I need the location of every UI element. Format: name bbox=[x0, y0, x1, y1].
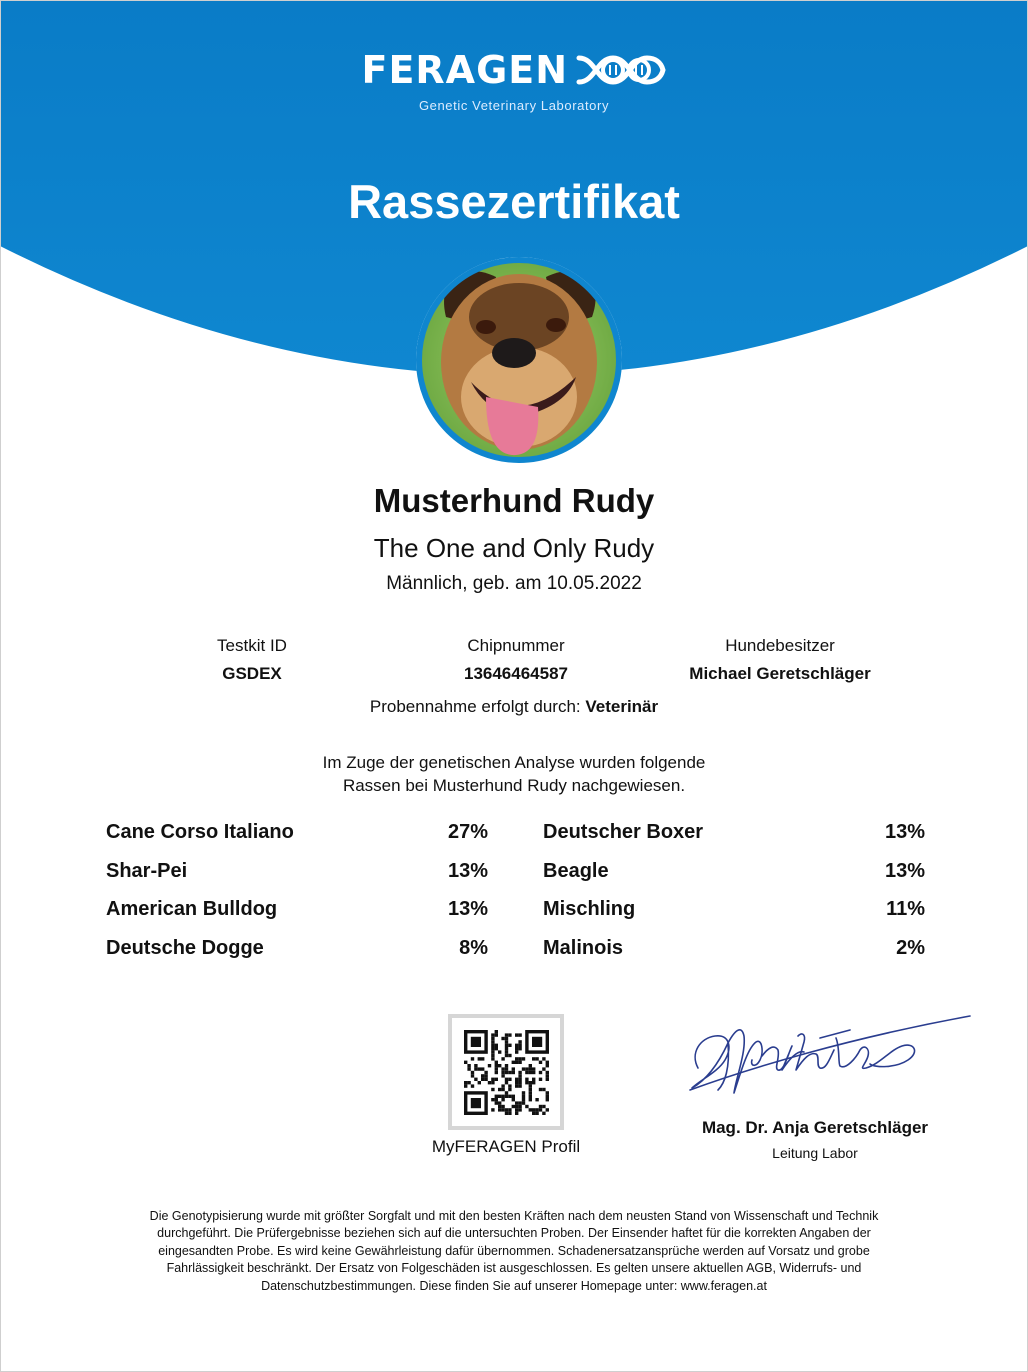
dna-helix-icon bbox=[575, 50, 667, 90]
breed-name: Shar-Pei bbox=[106, 860, 188, 882]
testkit-block bbox=[132, 636, 372, 684]
breed-name: Mischling bbox=[543, 898, 636, 920]
breed-percentage: 13% bbox=[884, 860, 925, 882]
breed-row bbox=[106, 898, 488, 928]
disclaimer-line: durchgeführt. Die Prüfergebnisse beziehen sich auf die untersuchten Proben. Der Einsender haftet für die korrekten Angaben der bbox=[157, 1226, 871, 1241]
breed-percentage: 13% bbox=[447, 860, 488, 882]
chip-block bbox=[396, 636, 636, 684]
breed-row bbox=[543, 937, 925, 967]
breed-name: Deutscher Boxer bbox=[543, 821, 704, 843]
disclaimer bbox=[88, 1208, 940, 1295]
qr-code-icon bbox=[452, 1018, 560, 1126]
qr-code[interactable] bbox=[448, 1014, 564, 1130]
dog-alias: The One and Only Rudy bbox=[373, 533, 655, 563]
brand-name: FERAGEN bbox=[361, 48, 569, 92]
breed-row bbox=[106, 821, 488, 851]
breed-row bbox=[543, 898, 925, 928]
signature-icon bbox=[670, 1008, 980, 1108]
breed-name: Cane Corso Italiano bbox=[106, 821, 294, 843]
disclaimer-line: eingesandten Probe. Es wird keine Gewährleistung dafür übernommen. Schadenersatzansprüche werden auf Vorsatz und grobe bbox=[158, 1243, 870, 1258]
disclaimer-line: Die Genotypisierung wurde mit größter Sorgfalt und mit den besten Kräften nach dem neusten Stand von Wissenschaft und Technik bbox=[149, 1209, 879, 1223]
owner-label: Hundebesitzer bbox=[725, 636, 835, 655]
disclaimer-line: Datenschutzbestimmungen. Diese finden Sie auf unserer Homepage unter: www.feragen.at bbox=[261, 1278, 767, 1293]
breed-percentage: 11% bbox=[886, 898, 925, 920]
breed-name: Beagle bbox=[543, 860, 609, 882]
intro-line-2: Rassen bei Musterhund Rudy nachgewiesen. bbox=[342, 776, 686, 795]
owner-value: Michael Geretschläger bbox=[689, 664, 871, 683]
breed-percentage: 8% bbox=[459, 937, 488, 959]
owner-block bbox=[660, 636, 900, 684]
signer-name: Mag. Dr. Anja Geretschläger bbox=[701, 1118, 929, 1137]
signer-role: Leitung Labor bbox=[772, 1145, 858, 1161]
chip-label: Chipnummer bbox=[467, 636, 565, 655]
breed-percentage: 2% bbox=[896, 937, 925, 959]
certificate-title: Rassezertifikat bbox=[348, 175, 680, 228]
disclaimer-line: Fahrlässigkeit beschränkt. Der Ersatz von Folgeschäden ist ausgeschlossen. Es gelten unsere aktuellen AGB, Widerrufs- und bbox=[166, 1261, 862, 1276]
breed-name: Deutsche Dogge bbox=[106, 937, 264, 959]
sample-prefix: Probennahme erfolgt durch: bbox=[369, 697, 581, 716]
sample-value: Veterinär bbox=[585, 697, 659, 716]
dog-name: Musterhund Rudy bbox=[373, 482, 655, 519]
breed-name: Malinois bbox=[543, 937, 624, 959]
breed-row bbox=[106, 860, 488, 890]
intro-text bbox=[0, 751, 1028, 797]
testkit-value: GSDEX bbox=[222, 664, 282, 683]
dog-info: Männlich, geb. am 10.05.2022 bbox=[386, 573, 642, 594]
brand-logo bbox=[0, 48, 1028, 92]
chip-value: 13646464587 bbox=[463, 664, 568, 683]
breed-row bbox=[543, 821, 925, 851]
breed-percentage: 13% bbox=[884, 821, 925, 843]
sample-line bbox=[0, 697, 1028, 717]
breed-percentage: 13% bbox=[447, 898, 488, 920]
dog-photo bbox=[416, 257, 622, 463]
brand-tagline: Genetic Veterinary Laboratory bbox=[418, 98, 610, 113]
breed-name: American Bulldog bbox=[106, 898, 278, 920]
breed-row bbox=[106, 937, 488, 967]
testkit-label: Testkit ID bbox=[217, 636, 287, 655]
qr-label: MyFERAGEN Profil bbox=[431, 1137, 581, 1156]
intro-line-1: Im Zuge der genetischen Analyse wurden folgende bbox=[322, 753, 706, 772]
breed-percentage: 27% bbox=[447, 821, 488, 843]
breed-row bbox=[543, 860, 925, 890]
